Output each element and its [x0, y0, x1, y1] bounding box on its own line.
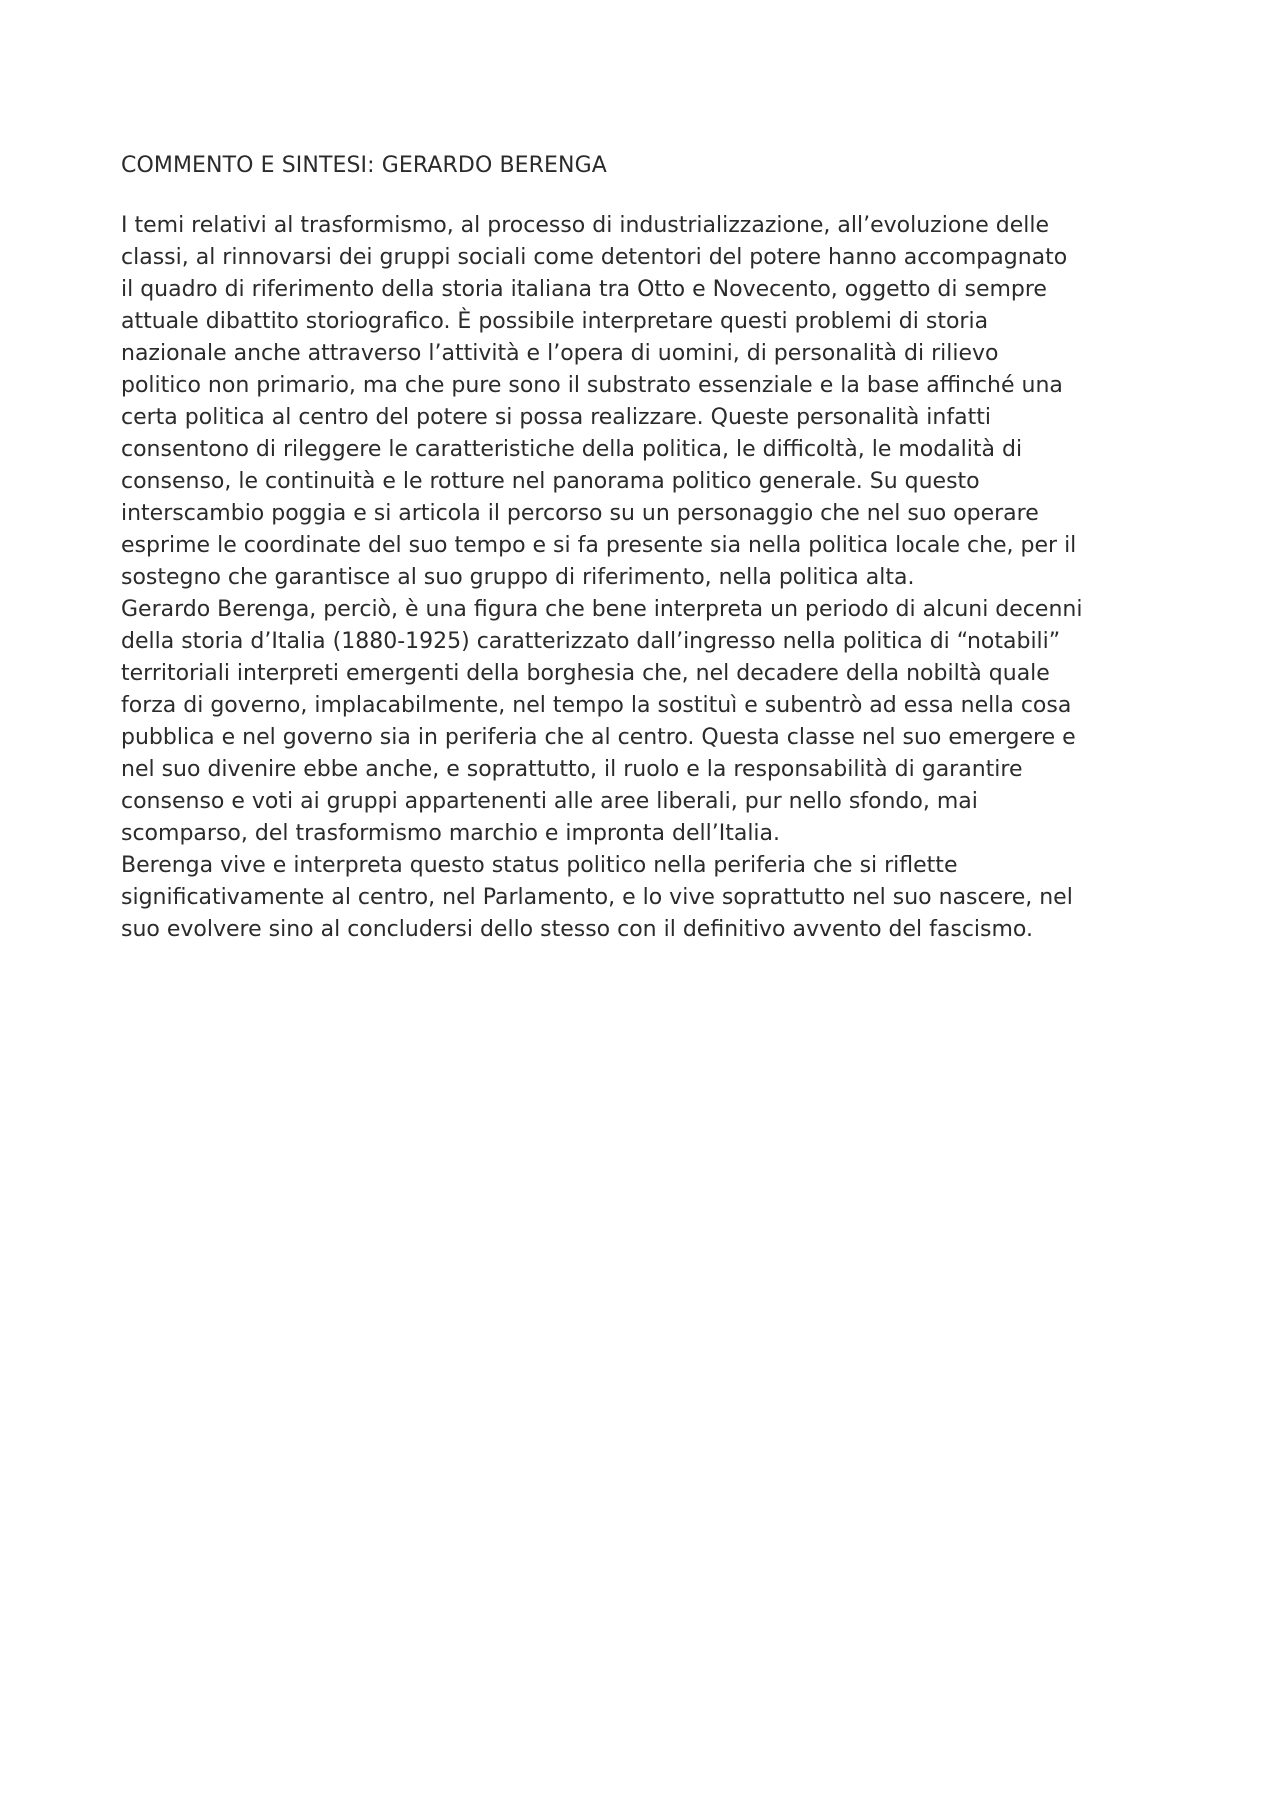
text-line: consentono di rileggere le caratteristiche della politica, le difficoltà, le modalità di	[121, 437, 1023, 462]
paragraph-2	[121, 594, 1171, 850]
text-line: significativamente al centro, nel Parlamento, e lo vive soprattutto nel suo nascere, nel	[121, 885, 1073, 910]
text-line: esprime le coordinate del suo tempo e si fa presente sia nella politica locale che, per il	[121, 533, 1077, 558]
text-line: territoriali interpreti emergenti della borghesia che, nel decadere della nobiltà quale	[121, 661, 1050, 686]
text-line: pubblica e nel governo sia in periferia che al centro. Questa classe nel suo emergere e	[121, 725, 1076, 750]
text-line: classi, al rinnovarsi dei gruppi sociali come detentori del potere hanno accompagnato	[121, 245, 1068, 270]
text-line: scomparso, del trasformismo marchio e impronta dell’Italia.	[121, 821, 781, 846]
text-line: Gerardo Berenga, perciò, è una figura che bene interpreta un periodo di alcuni decenni	[121, 597, 1083, 622]
text-line: I temi relativi al trasformismo, al processo di industrializzazione, all’evoluzione delle	[121, 213, 1050, 238]
text-line: certa politica al centro del potere si possa realizzare. Queste personalità infatti	[121, 405, 991, 430]
document-title: COMMENTO E SINTESI: GERARDO BERENGA	[121, 153, 607, 178]
text-line: nazionale anche attraverso l’attività e l’opera di uomini, di personalità di rilievo	[121, 341, 999, 366]
text-line: consenso, le continuità e le rotture nel panorama politico generale. Su questo	[121, 469, 980, 494]
text-line: Berenga vive e interpreta questo status politico nella periferia che si riflette	[121, 853, 958, 878]
text-line: nel suo divenire ebbe anche, e soprattutto, il ruolo e la responsabilità di garantire	[121, 757, 1023, 782]
paragraph-1	[121, 210, 1171, 594]
text-line: forza di governo, implacabilmente, nel tempo la sostituì e subentrò ad essa nella cosa	[121, 693, 1072, 718]
text-line: interscambio poggia e si articola il percorso su un personaggio che nel suo operare	[121, 501, 1039, 526]
text-line: consenso e voti ai gruppi appartenenti alle aree liberali, pur nello sfondo, mai	[121, 789, 978, 814]
text-line: il quadro di riferimento della storia italiana tra Otto e Novecento, oggetto di sempre	[121, 277, 1047, 302]
text-line: della storia d’Italia (1880-1925) caratterizzato dall’ingresso nella politica di “notabili”	[121, 629, 1061, 654]
document-content	[121, 150, 1171, 946]
paragraph-3	[121, 850, 1171, 946]
text-line: suo evolvere sino al concludersi dello stesso con il definitivo avvento del fascismo.	[121, 917, 1034, 942]
text-line: sostegno che garantisce al suo gruppo di riferimento, nella politica alta.	[121, 565, 915, 590]
text-line: politico non primario, ma che pure sono il substrato essenziale e la base affinché una	[121, 373, 1063, 398]
text-line: attuale dibattito storiografico. È possibile interpretare questi problemi di storia	[121, 309, 989, 334]
